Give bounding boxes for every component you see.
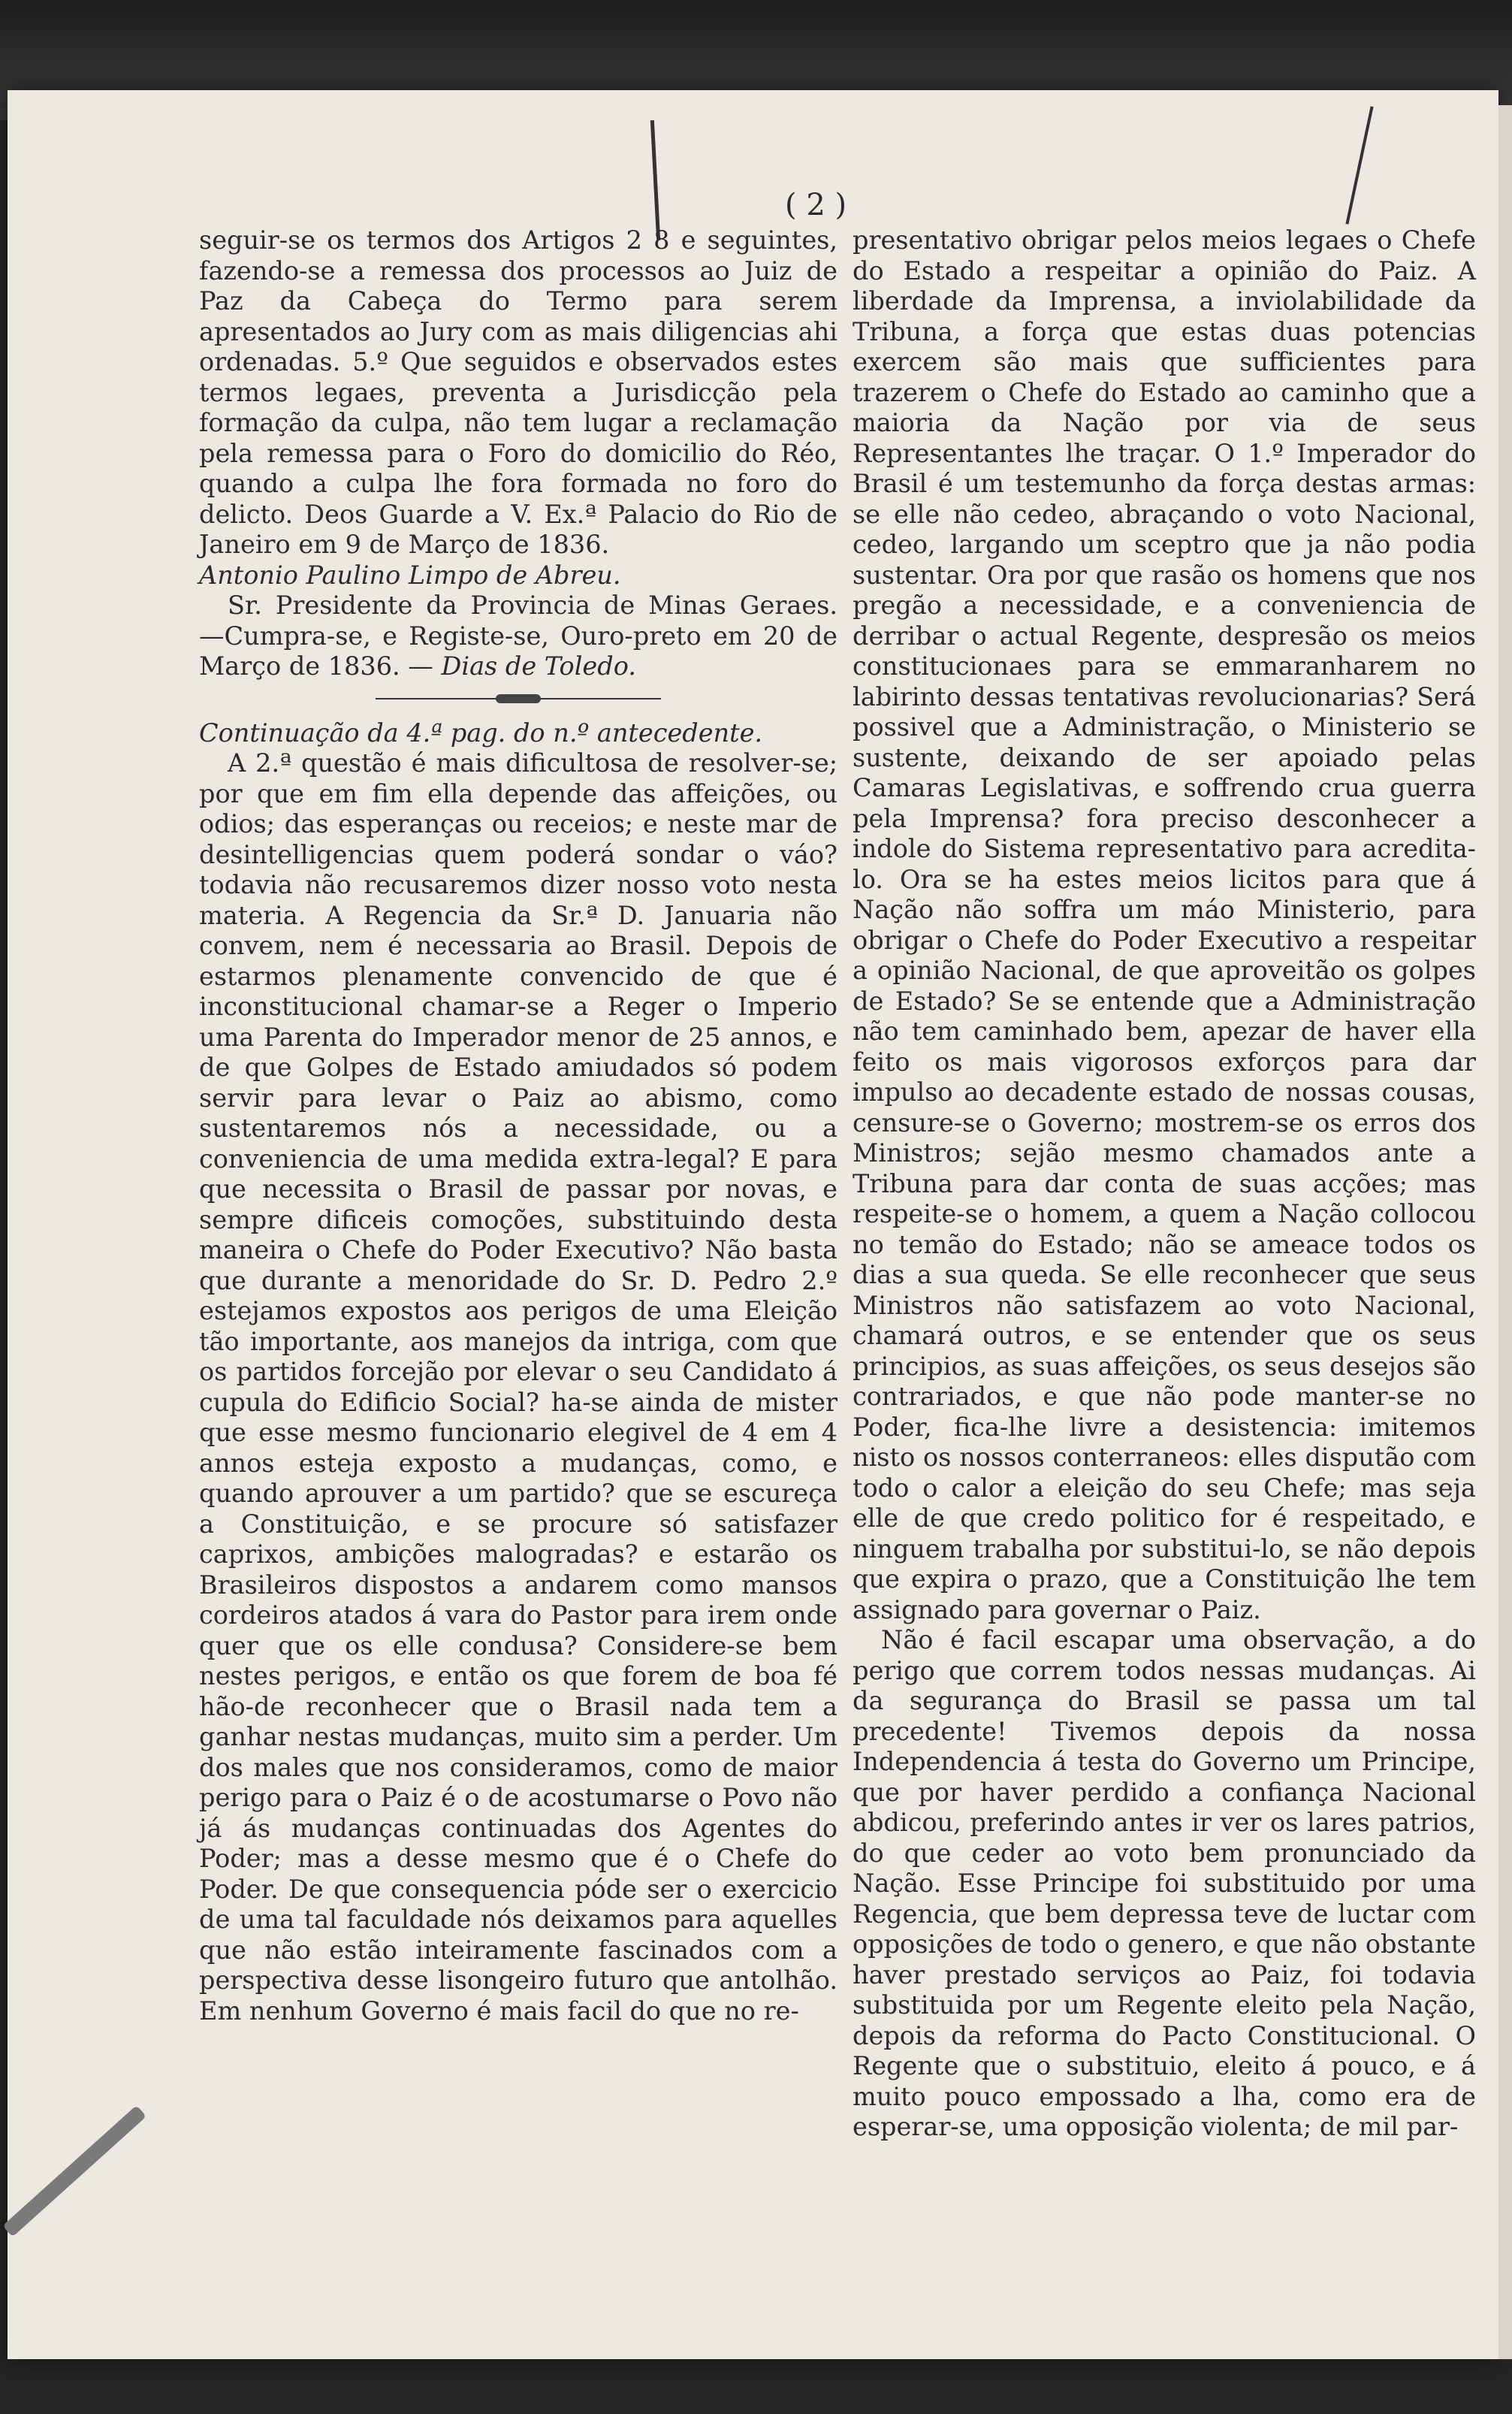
section-divider: [199, 687, 837, 711]
right-column: [853, 225, 1476, 2143]
dispatch-text: Sr. Presidente da Provincia de Minas Geraes. —Cumpra-se, e Registe-se, Ouro-preto em 20 de Março de 1836. — Dias de Toledo.: [199, 591, 837, 681]
page-number: ( 2 ): [785, 188, 847, 222]
minister-signature: Antonio Paulino Limpo de Abreu.: [199, 560, 621, 590]
page-edge: [1498, 105, 1512, 2359]
article-paragraph: A 2.ª questão é mais dificultosa de resolver-se; por que em fim ella depende das affeições, ou odios; das esperanças ou receios; e neste mar de desintelligencias quem poderá sondar o váo? todavia não recusaremos dizer nosso voto nesta materia. A Regencia da Sr.ª D. Januaria não convem, nem é necessaria ao Brasil. Depois de estarmos plenamente convencido de que é inconstitucional chamar-se a Reger o Imperio uma Parenta do Imperador menor de 25 annos, e de que Golpes de Estado amiudados só podem servir para levar o Paiz ao abismo, como sustentaremos nós a necessidade, ou a conveniencia de uma medida extra-legal? E para que necessita o Brasil de passar por novas, e sempre dificeis comoções, substituindo desta maneira o Chefe do Poder Executivo? Não basta que durante a menoridade do Sr. D. Pedro 2.º estejamos expostos aos perigos de uma Eleição tão importante, aos manejos da intriga, com que os partidos forcejão por elevar o seu Candidato á cupula do Edificio Social? ha-se ainda de mister que esse mesmo funcionario elegivel de 4 em 4 annos esteja exposto a mudanças, como, e quando aprouver a um partido? que se escureça a Constituição, e se procure só satisfazer caprixos, ambições malogradas? e estarão os Brasileiros dispostos a andarem como mansos cordeiros atados á vara do Pastor para irem onde quer que os elle condusa? Considere-se bem nestes perigos, e então os que forem de boa fé hão-de reconhecer que o Brasil nada tem a ganhar nestas mudanças, muito sim a perder. Um dos males que nos consideramos, como de maior perigo para o Paiz é o de acostumarse o Povo não já ás mudanças continuadas dos Agentes do Poder; mas a desse mesmo que é o Chefe do Poder. De que consequencia póde ser o exercicio de uma tal faculdade nós deixamos para aquelles que não estão inteiramente fascinados com a perspectiva desse lisongeiro futuro que antolhão. Em nenhum Governo é mais facil do que no re-: [199, 748, 837, 2026]
continuation-heading: Continuação da 4.ª pag. do n.º antecedente.: [199, 718, 763, 748]
article-paragraph-continued: presentativo obrigar pelos meios legaes o Chefe do Estado a respeitar a opinião do Paiz. A liberdade da Imprensa, a inviolabilidade da Tribuna, a força que estas duas potencias exercem são mais que sufficientes para trazerem o Chefe do Estado ao caminho que a maioria da Nação por via de seus Representantes lhe traçar. O 1.º Imperador do Brasil é um testemunho da força destas armas: se elle não cedeo, abraçando o voto Nacional, cedeo, largando um sceptro que ja não podia sustentar. Ora por que rasão os homens que nos pregão a necessidade, e a conveniencia de derribar o actual Regente, despresão os meios constitucionaes para se emmaranharem no labirinto dessas tentativas revolucionarias? Será possivel que a Administração, o Ministerio se sustente, deixando de ser apoiado pelas Camaras Legislativas, e soffrendo crua guerra pela Imprensa? fora preciso desconhecer a indole do Sistema representativo para acredita-lo. Ora se ha estes meios licitos para que á Nação não soffra um máo Ministerio, para obrigar o Chefe do Poder Executivo a respeitar a opinião Nacional, de que aproveitão os golpes de Estado? Se se entende que a Administração não tem caminhado bem, apezar de haver ella feito os mais vigorosos exforços para dar impulso ao decadente estado de nossas cousas, censure-se o Governo; mostrem-se os erros dos Ministros; sejão mesmo chamados ante a Tribuna para dar conta de suas acções; mas respeite-se o homem, a quem a Nação collocou no temão do Estado; não se ameace todos os dias a sua queda. Se elle reconhecer que seus Ministros não satisfazem ao voto Nacional, chamará outros, e se entender que os seus principios, as suas affeições, os seus desejos são contrariados, e que não pode manter-se no Poder, fica-lhe livre a desistencia: imitemos nisto os nossos conterraneos: elles disputão com todo o calor a eleição do seu Chefe; mas seja elle de que credo politico for é respeitado, e ninguem trabalha por substitui-lo, se não depois que expira o prazo, que a Constituição lhe tem assignado para governar o Paiz.: [853, 225, 1476, 1624]
article-paragraph: Não é facil escapar uma observação, a do perigo que correm todos nessas mudanças. Ai da segurança do Brasil se passa um tal precedente! Tivemos depois da nossa Independencia á testa do Governo um Principe, que por haver perdido a confiança Nacional abdicou, preferindo antes ir ver os lares patrios, do que ceder ao voto bem pronunciado da Nação. Esse Principe foi substituido por uma Regencia, que bem depressa teve de luctar com opposições de todo o genero, e que não obstante haver prestado serviços ao Paiz, foi todavia substituida por um Regente eleito pela Nação, depois da reforma do Pacto Constitucional. O Regente que o substituio, eleito á pouco, e á muito pouco empossado a lha, como era de esperar-se, uma opposição violenta; de mil par-: [853, 1625, 1476, 2141]
dispatch-signature: Dias de Toledo.: [441, 651, 636, 681]
decree-text: seguir-se os termos dos Artigos 2 8 e seguintes, fazendo-se a remessa dos processos ao Juiz de Paz da Cabeça do Termo para serem apresentados ao Jury com as mais diligencias ahi ordenadas. 5.º Que seguidos e observados estes termos legaes, preventa a Jurisdicção pela formação da culpa, não tem lugar a reclamação pela remessa para o Foro do domicilio do Réo, quando a culpa lhe fora formada no foro do delicto. Deos Guarde a V. Ex.ª Palacio do Rio de Janeiro em 9 de Março de 1836.: [199, 225, 837, 559]
left-column: [199, 225, 837, 2026]
